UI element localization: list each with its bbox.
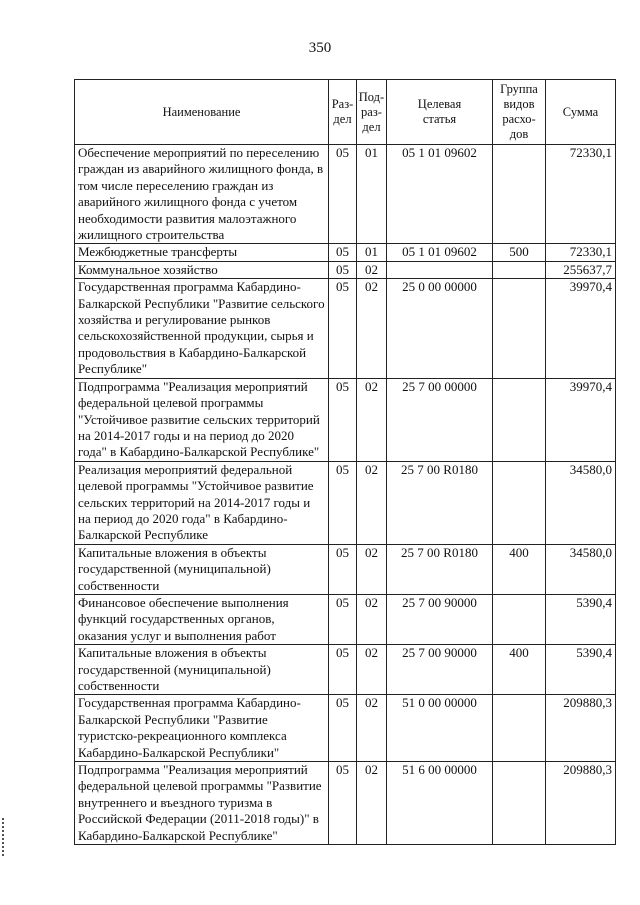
cell-subsection: 02 — [357, 695, 387, 762]
cell-name: Реализация мероприятий федеральной целевой программы "Устойчивое развитие сельских территорий на 2014-2017 годы и на период до 2020 года" в Кабардино-Балкарской Республике — [75, 461, 329, 544]
cell-section: 05 — [329, 244, 357, 261]
header-expense-group: Группа видов расхо- дов — [493, 80, 546, 145]
cell-name: Обеспечение мероприятий по переселению граждан из аварийного жилищного фонда, в том числе переселению граждан из аварийного жилищного фонда с учетом необходимости развития малоэтажного жилищного строительства — [75, 145, 329, 244]
cell-target-article: 51 6 00 00000 — [387, 762, 493, 845]
cell-name: Государственная программа Кабардино-Балкарской Республики "Развитие сельского хозяйства и регулирование рынков сельскохозяйственной продукции, сырья и продовольствия в Кабардино-Балкарской Республике" — [75, 279, 329, 378]
cell-name: Коммунальное хозяйство — [75, 261, 329, 278]
cell-sum: 5390,4 — [546, 594, 616, 644]
table-row — [75, 378, 616, 461]
cell-name: Капитальные вложения в объекты государственной (муниципальной) собственности — [75, 645, 329, 695]
cell-name: Капитальные вложения в объекты государственной (муниципальной) собственности — [75, 544, 329, 594]
cell-target-article: 25 7 00 R0180 — [387, 461, 493, 544]
cell-expense-group — [493, 279, 546, 378]
cell-sum: 72330,1 — [546, 244, 616, 261]
margin-mark — [2, 818, 8, 856]
cell-subsection: 01 — [357, 244, 387, 261]
cell-sum: 39970,4 — [546, 279, 616, 378]
cell-section: 05 — [329, 461, 357, 544]
cell-name: Подпрограмма "Реализация мероприятий федеральной целевой программы "Развитие внутреннего и въездного туризма в Российской Федерации (2011-2018 годы)" в Кабардино-Балкарской Республике" — [75, 762, 329, 845]
cell-name: Подпрограмма "Реализация мероприятий федеральной целевой программы "Устойчивое развитие сельских территорий на 2014-2017 годы и на период до 2020 года" в Кабардино-Балкарской Республике" — [75, 378, 329, 461]
cell-target-article: 25 7 00 90000 — [387, 645, 493, 695]
cell-subsection: 02 — [357, 544, 387, 594]
table-row — [75, 145, 616, 244]
cell-name: Государственная программа Кабардино-Балкарской Республики "Развитие туристско-рекреационного комплекса Кабардино-Балкарской Республики" — [75, 695, 329, 762]
cell-target-article: 05 1 01 09602 — [387, 244, 493, 261]
cell-subsection: 01 — [357, 145, 387, 244]
cell-expense-group: 400 — [493, 645, 546, 695]
table-row — [75, 461, 616, 544]
budget-table — [74, 79, 616, 845]
cell-sum: 209880,3 — [546, 762, 616, 845]
cell-section: 05 — [329, 279, 357, 378]
table-row — [75, 279, 616, 378]
cell-name: Финансовое обеспечение выполнения функций государственных органов, оказания услуг и выполнения работ — [75, 594, 329, 644]
cell-target-article: 25 0 00 00000 — [387, 279, 493, 378]
cell-expense-group: 400 — [493, 544, 546, 594]
cell-sum: 34580,0 — [546, 461, 616, 544]
table-body — [75, 145, 616, 845]
cell-sum: 209880,3 — [546, 695, 616, 762]
cell-expense-group — [493, 261, 546, 278]
table-row — [75, 544, 616, 594]
cell-section: 05 — [329, 261, 357, 278]
cell-subsection: 02 — [357, 645, 387, 695]
cell-sum: 34580,0 — [546, 544, 616, 594]
cell-subsection: 02 — [357, 261, 387, 278]
table-row — [75, 645, 616, 695]
cell-subsection: 02 — [357, 594, 387, 644]
cell-expense-group — [493, 461, 546, 544]
cell-section: 05 — [329, 544, 357, 594]
cell-section: 05 — [329, 145, 357, 244]
cell-expense-group: 500 — [493, 244, 546, 261]
table-row — [75, 762, 616, 845]
cell-expense-group — [493, 762, 546, 845]
cell-sum: 72330,1 — [546, 145, 616, 244]
cell-subsection: 02 — [357, 279, 387, 378]
cell-section: 05 — [329, 594, 357, 644]
cell-target-article: 25 7 00 90000 — [387, 594, 493, 644]
cell-sum: 5390,4 — [546, 645, 616, 695]
cell-expense-group — [493, 695, 546, 762]
cell-target-article: 25 7 00 R0180 — [387, 544, 493, 594]
table-row — [75, 261, 616, 278]
cell-section: 05 — [329, 645, 357, 695]
cell-name: Межбюджетные трансферты — [75, 244, 329, 261]
header-subsection: Под- раз- дел — [357, 80, 387, 145]
table-row — [75, 695, 616, 762]
cell-subsection: 02 — [357, 461, 387, 544]
cell-target-article: 05 1 01 09602 — [387, 145, 493, 244]
cell-sum: 255637,7 — [546, 261, 616, 278]
cell-subsection: 02 — [357, 762, 387, 845]
cell-section: 05 — [329, 695, 357, 762]
table-row — [75, 594, 616, 644]
header-sum: Сумма — [546, 80, 616, 145]
cell-expense-group — [493, 594, 546, 644]
cell-subsection: 02 — [357, 378, 387, 461]
cell-section: 05 — [329, 378, 357, 461]
table-row — [75, 244, 616, 261]
header-name: Наименование — [75, 80, 329, 145]
cell-expense-group — [493, 145, 546, 244]
page-number: 350 — [308, 40, 332, 56]
cell-target-article: 51 0 00 00000 — [387, 695, 493, 762]
cell-expense-group — [493, 378, 546, 461]
cell-target-article — [387, 261, 493, 278]
cell-section: 05 — [329, 762, 357, 845]
header-target: Целевая статья — [387, 80, 493, 145]
header-section: Раз- дел — [329, 80, 357, 145]
cell-sum: 39970,4 — [546, 378, 616, 461]
cell-target-article: 25 7 00 00000 — [387, 378, 493, 461]
table-header-row — [75, 80, 616, 145]
